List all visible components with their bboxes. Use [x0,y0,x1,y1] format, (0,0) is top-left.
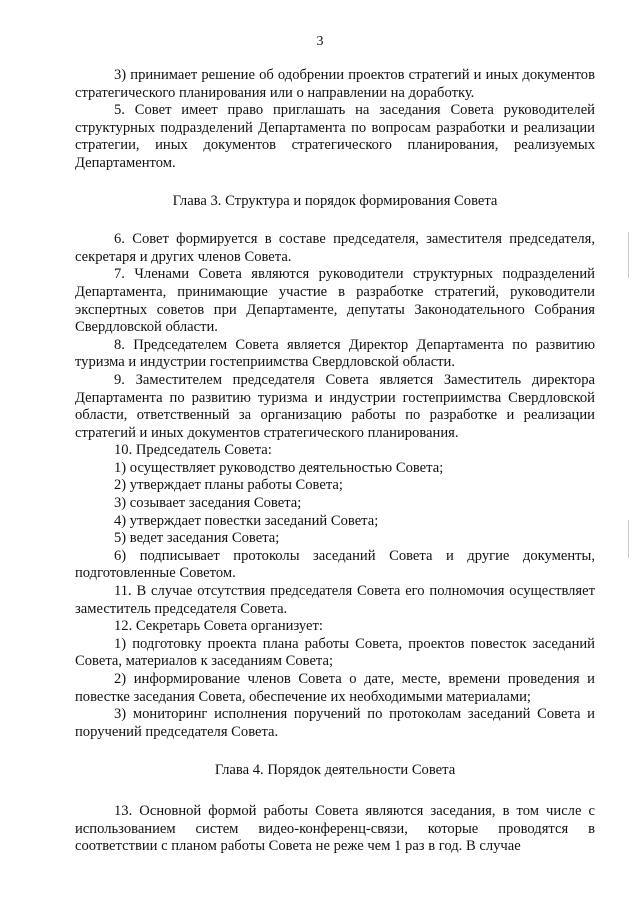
list-item: 1) осуществляет руководство деятельностью Совета; [114,459,444,476]
paragraph: 3) принимает решение об одобрении проектов стратегий и иных документов стратегического планирования или о направлении на доработку. [75,67,595,101]
page-number: 3 [316,34,324,49]
paragraph: 6. Совет формируется в составе председателя, заместителя председателя, секретаря и других членов Совета. [75,231,595,265]
list-item: 3) созывает заседания Совета; [114,495,302,512]
paragraph: 8. Председателем Совета является Директор Департамента по развитию туризма и индустрии гостеприимства Свердловской области. [75,336,595,371]
paragraph: 9. Заместителем председателя Совета является Заместитель директора Департамента по развитию туризма и индустрии гостеприимства Свердловской области, ответственный за организацию работы по разработке и реализации стратегий и иных документов стратегического планирования. [75,371,595,441]
list-item: 6) подписывает протоколы заседаний Совета и другие документы, подготовленные Советом. [75,547,595,582]
list-item: 3) мониторинг исполнения поручений по протоколам заседаний Совета и поручений председателя Совета. [75,706,595,740]
list-item: 2) информирование членов Совета о дате, месте, времени проведения и повестке заседания Совета, обеспечение их необходимыми материалами; [75,671,595,705]
paragraph: 5. Совет имеет право приглашать на заседания Совета руководителей структурных подразделений Департамента по вопросам разработки и реализации стратегии, иных документов стратегического планирования, реализуемых Департаментом. [75,102,595,171]
paragraph: 10. Председатель Совета: [114,442,272,459]
list-item: 5) ведет заседания Совета; [114,530,280,547]
paragraph: 13. Основной формой работы Совета являются заседания, в том числе с использованием систем видео-конференц-связи, которые проводятся в соответствии с планом работы Совета не реже чем 1 раз в год. В случае [75,802,595,855]
paragraph: 12. Секретарь Совета организует: [114,618,323,635]
list-item: 2) утверждает планы работы Совета; [114,477,343,494]
paragraph: 7. Членами Совета являются руководители структурных подразделений Департамента, принимающие участие в разработке стратегий, руководители экспертных советов при Департаменте, депутаты Законодательного Собрания Свердловской области. [75,266,595,336]
scan-edge-mark [628,520,629,558]
paragraph: 11. В случае отсутствия председателя Совета его полномочия осуществляет заместитель председателя Совета. [75,583,595,617]
list-item: 4) утверждает повестки заседаний Совета; [114,512,379,529]
scan-edge-mark [628,232,629,278]
chapter-3-heading: Глава 3. Структура и порядок формирования Совета [172,192,498,209]
list-item: 1) подготовку проекта плана работы Совета, проектов повесток заседаний Совета, материалов к заседаниям Совета; [75,635,595,670]
document-body [75,67,595,856]
chapter-4-heading: Глава 4. Порядок деятельности Совета [214,762,456,779]
